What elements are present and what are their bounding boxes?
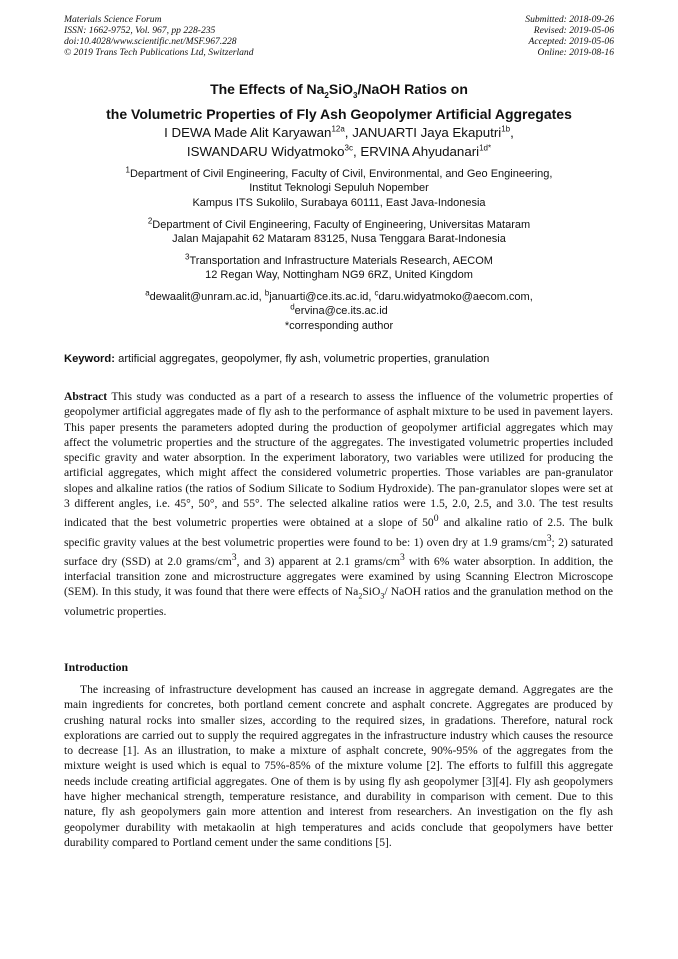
email-list [40, 290, 638, 333]
title-line-1: The Effects of $Na_2SiO_3$/NaOH Ratios on [210, 81, 468, 100]
affiliation-2: $^2$Department of Civil Engineering, Faculty of Engineering, Universitas Mataram Jalan Majapahit 62 Mataram 83125, Nusa Tenggara Barat-Indonesia [147, 216, 531, 246]
keywords [64, 353, 614, 365]
submitted-date: Submitted: 2018-09-26 [525, 14, 614, 25]
emails-line-2: $^d$ervina@ce.its.ac.id [290, 302, 388, 318]
copyright-line: © 2019 Trans Tech Publications Ltd, Switzerland [64, 47, 254, 58]
journal-name: Materials Science Forum [64, 14, 162, 25]
author-1: I DEWA Made Alit Karyawan [164, 125, 332, 140]
online-date: Online: 2019-08-16 [537, 47, 614, 58]
title-line-2: the Volumetric Properties of Fly Ash Geopolymer Artificial Aggregates [106, 105, 572, 122]
revised-date: Revised: 2019-05-06 [533, 25, 614, 36]
introduction-heading: Introduction [64, 660, 129, 674]
keyword-text: artificial aggregates, geopolymer, fly ash, volumetric properties, granulation [114, 353, 490, 365]
affiliation-1: $^1$Department of Civil Engineering, Faculty of Civil, Environmental, and Geo Engineering, Institut Teknologi Sepuluh Nopember Kampus ITS Sukolilo, Surabaya 60111, East Java-Indonesia [125, 165, 553, 209]
paper-title [40, 80, 638, 123]
introduction-body: The increasing of infrastructure development has caused an increase in aggregate demand. Aggregates are the main ingredients for concretes, both portland cement concrete and asphalt concrete. Aggregates are produced by crushing natural rocks into smaller sizes, according to the required sizes, in gradations. Therefore, natural rock explorations are carried out to supply the required aggregates in the infrastructure industry which causes the resource to decrease [1]. As an illustration, to make a mixture of asphalt concrete, 90%-95% of the aggregates from the mixture weight is used which is equal to 75%-85% of the mixture volume [2]. The efforts to fulfill this aggregate needs include creating artificial aggregates. One of them is by using fly ash geopolymer [3][4]. Fly ash geopolymers have higher mechanical strength, temperature resistance, and durability in comparison with cement. Due to this nature, fly ash geopolymers gain more attention and interest from researchers. An investigation on the fly ash geopolymer durability with metakaolin at high temperatures and acids conclude that geopolymers have better durability compared to Portland cement under the same conditions [5]. [64, 683, 613, 849]
emails-line-1: $^a$dewaalit@unram.ac.id, $^b$januarti@ce.its.ac.id, $^c$daru.widyatmoko@aecom.com, [145, 288, 533, 303]
keyword-label: Keyword: [64, 353, 115, 365]
abstract-label: Abstract [64, 390, 108, 403]
author-list: I DEWA Made Alit Karyawan$^{12a}$, JANUARTI Jaya Ekaputri$^{1b}$, ISWANDARU Widyatmoko$^{3c}$, ERVINA Ahyudanari$^{1d*}$ [164, 124, 514, 159]
doi-line: doi:10.4028/www.scientific.net/MSF.967.228 [64, 36, 237, 47]
header-right [525, 14, 614, 58]
author-2: JANUARTI Jaya Ekaputri [352, 125, 502, 140]
accepted-date: Accepted: 2019-05-06 [528, 36, 614, 47]
author-3: ISWANDARU Widyatmoko [186, 144, 345, 159]
header-left [64, 14, 254, 58]
affiliation-3: $^3$Transportation and Infrastructure Materials Research, AECOM 12 Regan Way, Nottingham NG9 6RZ, United Kingdom [185, 252, 493, 282]
author-4: ERVINA Ahyudanari [360, 144, 480, 159]
issn-line: ISSN: 1662-9752, Vol. 967, pp 228-235 [64, 25, 216, 36]
abstract: Abstract This study was conducted as a part of a research to assess the influence of the volumetric properties of geopolymer artificial aggregates made of fly ash to the performance of asphalt mixture to be used in pavement layers. This paper presents the parameters adopted during the production of geopolymer artificial aggregates which may affect the volumetric properties and the structure of the aggregates. The investigated volumetric properties included specific gravity and water absorption. In the experiment laboratory, two variables were utilized for producing the artificial aggregates, which might affect the considered volumetric properties. Those variables are pan-granulator slopes and alkaline ratios (the ratios of Sodium Silicate to Sodium Hydroxide). The pan-granulator slopes were set at 3 different angles, i.e. 45°, 50°, and 55°. The selected alkaline ratios were 1.5, 2.0, 2.5, and 3.0. The test results indicated that the best volumetric properties were obtained at a slope of $50^0$ and alkaline ratio of 2.5. The bulk specific gravity values at the best volumetric properties were found to be: 1) oven dry at 1.9 grams/$cm^3$; 2) saturated surface dry (SSD) at 2.0 grams/$cm^3$, and 3) apparent at 2.1 grams/$cm^3$ with 6% water absorption. In addition, the interfacial transition zone and microstructure aggregates were examined by using Scanning Electron Microscope (SEM). In this study, it was found that there were effects of $Na_2SiO_3/$ NaOH ratios and the granulation method on the volumetric properties. [64, 390, 613, 618]
corresponding-note: *corresponding author [284, 319, 394, 332]
